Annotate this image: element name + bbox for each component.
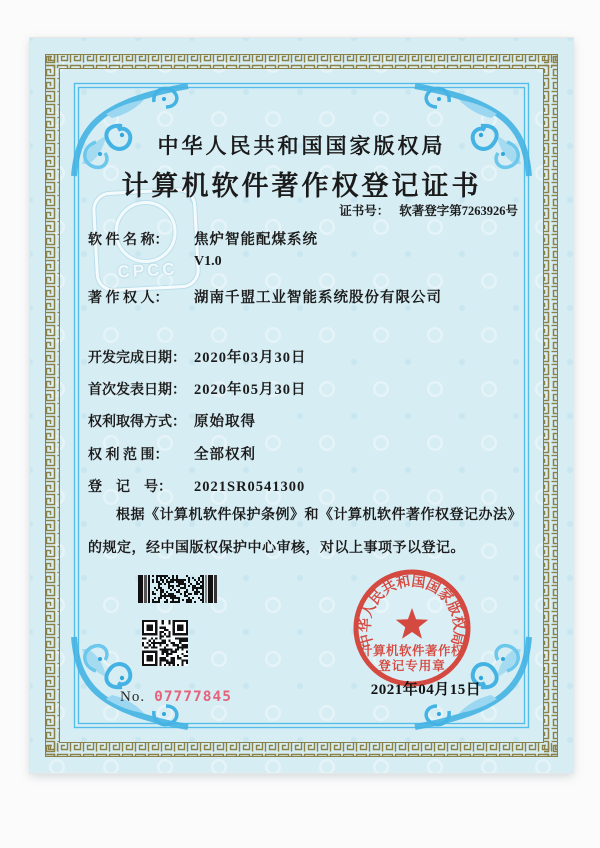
certificate-number-value: 软著登字第7263926号 <box>399 204 518 218</box>
seal-text-line2: 登记专用章 <box>378 659 446 673</box>
field-development-completion-date: 开发完成日期： 2020年03月30日 <box>88 350 307 366</box>
certificate-number-line <box>339 203 518 219</box>
serial-number-label: No. <box>120 689 146 705</box>
field-rights-scope: 权 利 范 围： 全部权利 <box>88 447 256 463</box>
barcode <box>138 575 217 603</box>
qr-code <box>142 620 188 666</box>
certificate-title: 计算机软件著作权登记证书 <box>121 171 482 201</box>
certificate-paper <box>30 38 573 773</box>
field-rights-acquisition-method: 权利取得方式： 原始取得 <box>88 414 256 430</box>
certificate-number-label: 证书号： <box>339 204 390 218</box>
serial-number-value: 07777845 <box>154 689 232 705</box>
issue-date: 2021年04月15日 <box>370 682 482 698</box>
certificate-content <box>30 38 573 773</box>
seal-ring-text: 中华人民共和国国家版权局 <box>357 573 467 650</box>
issuing-authority: 中华人民共和国国家版权局 <box>157 134 446 158</box>
field-software-version: V1.0 <box>194 254 222 269</box>
registration-statement: 根据《计算机软件保护条例》和《计算机软件著作权登记办法》的规定，经中国版权保护中心审核，对以上事项予以登记。 <box>88 508 515 556</box>
seal-text-line1: 计算机软件著作权 <box>359 644 465 658</box>
field-registration-number: 登 记 号： 2021SR0541300 <box>88 479 306 495</box>
serial-number-line <box>120 686 232 708</box>
field-copyright-owner: 著 作 权 人： 湖南千盟工业智能系统股份有限公司 <box>88 290 442 306</box>
field-software-name: 软 件 名 称： 焦炉智能配煤系统 <box>88 232 318 248</box>
cpcc-watermark-text: CPCC <box>117 259 179 282</box>
field-first-publication-date: 首次发表日期： 2020年05月30日 <box>88 382 307 398</box>
